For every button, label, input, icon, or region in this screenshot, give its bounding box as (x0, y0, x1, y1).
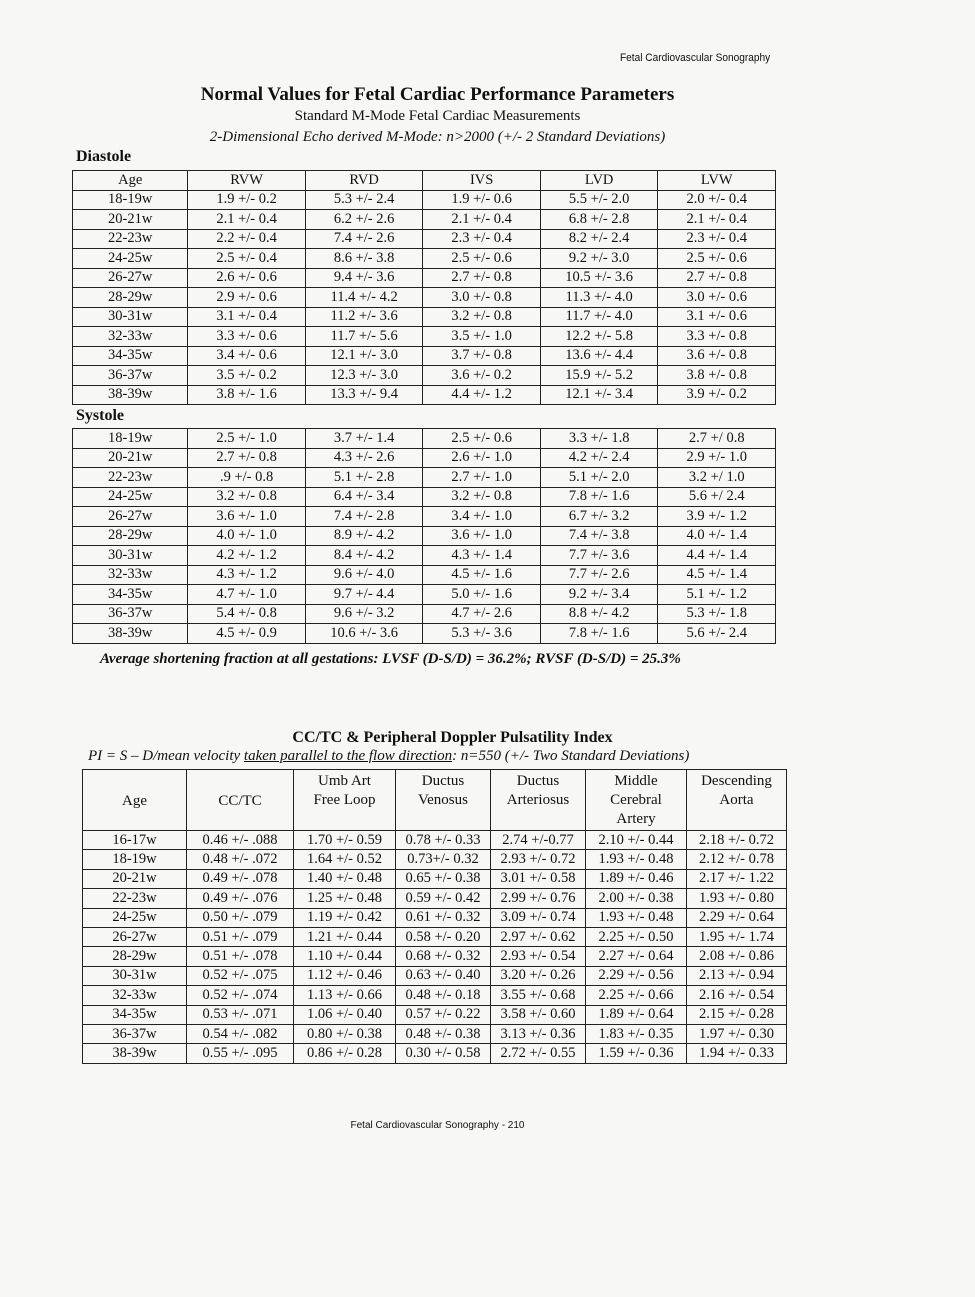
value-cell: 2.18 +/- 0.72 (687, 831, 787, 850)
value-cell: .9 +/- 0.8 (188, 468, 306, 488)
value-cell: 2.3 +/- 0.4 (423, 229, 540, 249)
value-cell: 0.65 +/- 0.38 (396, 869, 491, 888)
value-cell: 0.57 +/- 0.22 (396, 1005, 491, 1024)
doppler-title: CC/TC & Peripheral Doppler Pulsatility Index (292, 729, 613, 746)
table-row (83, 850, 787, 869)
value-cell: 1.94 +/- 0.33 (687, 1044, 787, 1063)
header-row (73, 171, 776, 191)
value-cell: 6.4 +/- 3.4 (305, 487, 423, 507)
value-cell: 2.13 +/- 0.94 (687, 966, 787, 985)
value-cell: 1.70 +/- 0.59 (294, 831, 396, 850)
table-row (73, 565, 776, 585)
value-cell: 11.2 +/- 3.6 (305, 307, 423, 327)
value-cell: 4.2 +/- 2.4 (540, 448, 658, 468)
value-cell: 13.6 +/- 4.4 (540, 346, 658, 366)
value-cell: 1.93 +/- 0.48 (586, 850, 687, 869)
table-row (73, 288, 776, 308)
value-cell: 3.8 +/- 1.6 (188, 385, 305, 405)
value-cell: 3.2 +/ 1.0 (658, 468, 776, 488)
table-row (73, 366, 776, 386)
value-cell: 3.7 +/- 1.4 (305, 429, 423, 449)
value-cell: 8.4 +/- 4.2 (305, 546, 423, 566)
value-cell: 3.0 +/- 0.8 (423, 288, 540, 308)
value-cell: 2.12 +/- 0.78 (687, 850, 787, 869)
value-cell: 13.3 +/- 9.4 (305, 385, 423, 405)
value-cell: 3.3 +/- 1.8 (540, 429, 658, 449)
value-cell: 5.4 +/- 0.8 (188, 604, 306, 624)
table-row (73, 487, 776, 507)
table-row (83, 1024, 787, 1043)
value-cell: 1.89 +/- 0.46 (586, 869, 687, 888)
value-cell: 11.7 +/- 4.0 (540, 307, 658, 327)
value-cell: 0.30 +/- 0.58 (396, 1044, 491, 1063)
age-cell: 30-31w (73, 307, 188, 327)
value-cell: 0.53 +/- .071 (187, 1005, 294, 1024)
table-row (73, 507, 776, 527)
doppler-table (82, 769, 787, 1064)
value-cell: 8.6 +/- 3.8 (305, 249, 423, 269)
age-cell: 20-21w (73, 210, 188, 230)
age-cell: 22-23w (83, 889, 187, 908)
table-row (73, 585, 776, 605)
value-cell: 4.5 +/- 1.4 (658, 565, 776, 585)
value-cell: 7.4 +/- 2.6 (305, 229, 423, 249)
value-cell: 1.06 +/- 0.40 (294, 1005, 396, 1024)
value-cell: 3.7 +/- 0.8 (423, 346, 540, 366)
value-cell: 3.3 +/- 0.8 (658, 327, 776, 347)
value-cell: 1.19 +/- 0.42 (294, 908, 396, 927)
systole-table (72, 428, 776, 644)
value-cell: 3.6 +/- 0.8 (658, 346, 776, 366)
value-cell: 9.6 +/- 3.2 (305, 604, 423, 624)
value-cell: 1.13 +/- 0.66 (294, 986, 396, 1005)
value-cell: 11.7 +/- 5.6 (305, 327, 423, 347)
age-cell: 32-33w (83, 986, 187, 1005)
value-cell: 5.1 +/- 2.0 (540, 468, 658, 488)
column-header: Age (83, 770, 187, 831)
value-cell: 1.59 +/- 0.36 (586, 1044, 687, 1063)
column-header: Ductus Arteriosus (491, 770, 586, 831)
value-cell: 3.2 +/- 0.8 (423, 487, 541, 507)
value-cell: 12.1 +/- 3.4 (540, 385, 658, 405)
value-cell: 2.9 +/- 0.6 (188, 288, 305, 308)
value-cell: 1.10 +/- 0.44 (294, 947, 396, 966)
value-cell: 2.93 +/- 0.72 (491, 850, 586, 869)
value-cell: 5.6 +/- 2.4 (658, 624, 776, 644)
table-row (73, 268, 776, 288)
value-cell: 3.2 +/- 0.8 (423, 307, 540, 327)
value-cell: 11.4 +/- 4.2 (305, 288, 423, 308)
value-cell: 10.5 +/- 3.6 (540, 268, 658, 288)
value-cell: 4.7 +/- 1.0 (188, 585, 306, 605)
age-cell: 32-33w (73, 565, 188, 585)
value-cell: 8.2 +/- 2.4 (540, 229, 658, 249)
column-header: RVD (305, 171, 423, 191)
value-cell: 2.7 +/- 0.8 (658, 268, 776, 288)
value-cell: 2.72 +/- 0.55 (491, 1044, 586, 1063)
table-row (83, 927, 787, 946)
age-cell: 22-23w (73, 229, 188, 249)
value-cell: 3.0 +/- 0.6 (658, 288, 776, 308)
value-cell: 3.4 +/- 0.6 (188, 346, 305, 366)
table-row (83, 831, 787, 850)
value-cell: 1.21 +/- 0.44 (294, 927, 396, 946)
value-cell: 2.15 +/- 0.28 (687, 1005, 787, 1024)
value-cell: 2.29 +/- 0.56 (586, 966, 687, 985)
value-cell: 3.4 +/- 1.0 (423, 507, 541, 527)
value-cell: 4.5 +/- 1.6 (423, 565, 541, 585)
value-cell: 0.59 +/- 0.42 (396, 889, 491, 908)
age-cell: 34-35w (83, 1005, 187, 1024)
value-cell: 3.01 +/- 0.58 (491, 869, 586, 888)
header-row (83, 770, 787, 831)
value-cell: 2.7 +/- 0.8 (423, 268, 540, 288)
value-cell: 3.5 +/- 1.0 (423, 327, 540, 347)
value-cell: 1.12 +/- 0.46 (294, 966, 396, 985)
value-cell: 2.9 +/- 1.0 (658, 448, 776, 468)
age-cell: 26-27w (83, 927, 187, 946)
value-cell: 9.7 +/- 4.4 (305, 585, 423, 605)
value-cell: 2.7 +/- 0.8 (188, 448, 306, 468)
value-cell: 8.8 +/- 4.2 (540, 604, 658, 624)
value-cell: 0.50 +/- .079 (187, 908, 294, 927)
value-cell: 1.89 +/- 0.64 (586, 1005, 687, 1024)
age-cell: 38-39w (83, 1044, 187, 1063)
value-cell: 2.10 +/- 0.44 (586, 831, 687, 850)
value-cell: 2.5 +/- 0.4 (188, 249, 305, 269)
value-cell: 1.83 +/- 0.35 (586, 1024, 687, 1043)
age-cell: 16-17w (83, 831, 187, 850)
age-cell: 20-21w (83, 869, 187, 888)
age-cell: 36-37w (83, 1024, 187, 1043)
diastole-table (72, 170, 776, 405)
column-header: Age (73, 171, 188, 191)
value-cell: 3.09 +/- 0.74 (491, 908, 586, 927)
value-cell: 3.6 +/- 1.0 (188, 507, 306, 527)
value-cell: 4.5 +/- 0.9 (188, 624, 306, 644)
value-cell: 2.25 +/- 0.50 (586, 927, 687, 946)
value-cell: 2.6 +/- 0.6 (188, 268, 305, 288)
value-cell: 4.3 +/- 1.4 (423, 546, 541, 566)
value-cell: 2.7 +/- 1.0 (423, 468, 541, 488)
value-cell: 3.55 +/- 0.68 (491, 986, 586, 1005)
value-cell: 0.48 +/- 0.38 (396, 1024, 491, 1043)
table-row (73, 546, 776, 566)
value-cell: 3.1 +/- 0.4 (188, 307, 305, 327)
value-cell: 5.0 +/- 1.6 (423, 585, 541, 605)
age-cell: 26-27w (73, 268, 188, 288)
page-footer: Fetal Cardiovascular Sonography - 210 (350, 1120, 525, 1131)
value-cell: 2.3 +/- 0.4 (658, 229, 776, 249)
value-cell: 5.3 +/- 2.4 (305, 190, 423, 210)
value-cell: 3.6 +/- 0.2 (423, 366, 540, 386)
value-cell: 2.25 +/- 0.66 (586, 986, 687, 1005)
value-cell: 0.58 +/- 0.20 (396, 927, 491, 946)
value-cell: 4.2 +/- 1.2 (188, 546, 306, 566)
value-cell: 1.64 +/- 0.52 (294, 850, 396, 869)
table-row (83, 1044, 787, 1063)
value-cell: 12.2 +/- 5.8 (540, 327, 658, 347)
value-cell: 3.9 +/- 1.2 (658, 507, 776, 527)
table-row (83, 869, 787, 888)
value-cell: 2.1 +/- 0.4 (658, 210, 776, 230)
value-cell: 2.7 +/ 0.8 (658, 429, 776, 449)
table-row (73, 526, 776, 546)
value-cell: 4.0 +/- 1.0 (188, 526, 306, 546)
value-cell: 0.52 +/- .074 (187, 986, 294, 1005)
value-cell: 0.46 +/- .088 (187, 831, 294, 850)
value-cell: 3.20 +/- 0.26 (491, 966, 586, 985)
column-header: Descending Aorta (687, 770, 787, 831)
value-cell: 15.9 +/- 5.2 (540, 366, 658, 386)
value-cell: 7.7 +/- 2.6 (540, 565, 658, 585)
value-cell: 9.6 +/- 4.0 (305, 565, 423, 585)
age-cell: 32-33w (73, 327, 188, 347)
value-cell: 2.5 +/- 0.6 (423, 249, 540, 269)
age-cell: 24-25w (73, 249, 188, 269)
age-cell: 24-25w (73, 487, 188, 507)
value-cell: 3.1 +/- 0.6 (658, 307, 776, 327)
value-cell: 2.1 +/- 0.4 (188, 210, 305, 230)
value-cell: 1.25 +/- 0.48 (294, 889, 396, 908)
value-cell: 0.49 +/- .078 (187, 869, 294, 888)
column-header: Umb Art Free Loop (294, 770, 396, 831)
value-cell: 0.51 +/- .079 (187, 927, 294, 946)
value-cell: 1.93 +/- 0.48 (586, 908, 687, 927)
value-cell: 1.40 +/- 0.48 (294, 869, 396, 888)
age-cell: 26-27w (73, 507, 188, 527)
value-cell: 12.3 +/- 3.0 (305, 366, 423, 386)
table-row (83, 986, 787, 1005)
value-cell: 6.8 +/- 2.8 (540, 210, 658, 230)
value-cell: 5.1 +/- 1.2 (658, 585, 776, 605)
age-cell: 30-31w (73, 546, 188, 566)
value-cell: 2.93 +/- 0.54 (491, 947, 586, 966)
age-cell: 36-37w (73, 604, 188, 624)
page-title: Normal Values for Fetal Cardiac Performance Parameters (200, 84, 675, 105)
age-cell: 28-29w (73, 288, 188, 308)
value-cell: 4.4 +/- 1.2 (423, 385, 540, 405)
value-cell: 7.8 +/- 1.6 (540, 487, 658, 507)
page-subtitle-method: 2-Dimensional Echo derived M-Mode: n>2000 (+/- 2 Standard Deviations) (209, 129, 666, 145)
value-cell: 12.1 +/- 3.0 (305, 346, 423, 366)
value-cell: 2.6 +/- 1.0 (423, 448, 541, 468)
age-cell: 38-39w (73, 624, 188, 644)
value-cell: 5.6 +/ 2.4 (658, 487, 776, 507)
value-cell: 2.1 +/- 0.4 (423, 210, 540, 230)
value-cell: 2.0 +/- 0.4 (658, 190, 776, 210)
diastole-label: Diastole (76, 148, 132, 165)
table-row (73, 229, 776, 249)
value-cell: 3.2 +/- 0.8 (188, 487, 306, 507)
value-cell: 0.52 +/- .075 (187, 966, 294, 985)
value-cell: 2.97 +/- 0.62 (491, 927, 586, 946)
value-cell: 0.61 +/- 0.32 (396, 908, 491, 927)
value-cell: 3.3 +/- 0.6 (188, 327, 305, 347)
table-row (73, 190, 776, 210)
table-row (73, 624, 776, 644)
value-cell: 0.48 +/- .072 (187, 850, 294, 869)
value-cell: 5.3 +/- 1.8 (658, 604, 776, 624)
systole-label: Systole (76, 407, 124, 424)
value-cell: 7.8 +/- 1.6 (540, 624, 658, 644)
value-cell: 1.95 +/- 1.74 (687, 927, 787, 946)
age-cell: 18-19w (73, 429, 188, 449)
age-cell: 28-29w (83, 947, 187, 966)
value-cell: 0.51 +/- .078 (187, 947, 294, 966)
value-cell: 5.5 +/- 2.0 (540, 190, 658, 210)
value-cell: 7.4 +/- 2.8 (305, 507, 423, 527)
age-cell: 38-39w (73, 385, 188, 405)
table-row (83, 947, 787, 966)
value-cell: 2.08 +/- 0.86 (687, 947, 787, 966)
value-cell: 3.13 +/- 0.36 (491, 1024, 586, 1043)
value-cell: 5.3 +/- 3.6 (423, 624, 541, 644)
value-cell: 0.68 +/- 0.32 (396, 947, 491, 966)
value-cell: 2.17 +/- 1.22 (687, 869, 787, 888)
table-row (73, 346, 776, 366)
value-cell: 0.63 +/- 0.40 (396, 966, 491, 985)
value-cell: 9.4 +/- 3.6 (305, 268, 423, 288)
value-cell: 7.7 +/- 3.6 (540, 546, 658, 566)
value-cell: 3.9 +/- 0.2 (658, 385, 776, 405)
value-cell: 0.80 +/- 0.38 (294, 1024, 396, 1043)
table-row (73, 604, 776, 624)
value-cell: 1.97 +/- 0.30 (687, 1024, 787, 1043)
value-cell: 0.54 +/- .082 (187, 1024, 294, 1043)
value-cell: 2.29 +/- 0.64 (687, 908, 787, 927)
value-cell: 9.2 +/- 3.0 (540, 249, 658, 269)
value-cell: 0.55 +/- .095 (187, 1044, 294, 1063)
running-head: Fetal Cardiovascular Sonography (620, 52, 771, 64)
age-cell: 34-35w (73, 585, 188, 605)
table-row (73, 448, 776, 468)
value-cell: 3.6 +/- 1.0 (423, 526, 541, 546)
value-cell: 2.5 +/- 0.6 (658, 249, 776, 269)
age-cell: 18-19w (83, 850, 187, 869)
age-cell: 30-31w (83, 966, 187, 985)
value-cell: 6.2 +/- 2.6 (305, 210, 423, 230)
value-cell: 0.78 +/- 0.33 (396, 831, 491, 850)
value-cell: 3.58 +/- 0.60 (491, 1005, 586, 1024)
age-cell: 34-35w (73, 346, 188, 366)
value-cell: 4.3 +/- 2.6 (305, 448, 423, 468)
table-row (73, 429, 776, 449)
age-cell: 36-37w (73, 366, 188, 386)
column-header: Ductus Venosus (396, 770, 491, 831)
age-cell: 22-23w (73, 468, 188, 488)
table-row (83, 1005, 787, 1024)
value-cell: 1.9 +/- 0.6 (423, 190, 540, 210)
value-cell: 8.9 +/- 4.2 (305, 526, 423, 546)
page-subtitle: Standard M-Mode Fetal Cardiac Measurements (294, 108, 581, 124)
column-header: LVW (658, 171, 776, 191)
table-row (83, 889, 787, 908)
doppler-subtitle: PI = S – D/mean velocity taken parallel to the flow direction: n=550 (+/- Two Standard Deviations) (88, 748, 690, 764)
value-cell: 10.6 +/- 3.6 (305, 624, 423, 644)
value-cell: 4.3 +/- 1.2 (188, 565, 306, 585)
table-row (73, 249, 776, 269)
value-cell: 6.7 +/- 3.2 (540, 507, 658, 527)
table-row (73, 468, 776, 488)
value-cell: 4.0 +/- 1.4 (658, 526, 776, 546)
value-cell: 2.74 +/-0.77 (491, 831, 586, 850)
value-cell: 2.5 +/- 1.0 (188, 429, 306, 449)
value-cell: 3.8 +/- 0.8 (658, 366, 776, 386)
age-cell: 20-21w (73, 448, 188, 468)
table-row (73, 385, 776, 405)
value-cell: 5.1 +/- 2.8 (305, 468, 423, 488)
table-row (73, 210, 776, 230)
value-cell: 0.48 +/- 0.18 (396, 986, 491, 1005)
value-cell: 3.5 +/- 0.2 (188, 366, 305, 386)
value-cell: 0.49 +/- .076 (187, 889, 294, 908)
value-cell: 2.27 +/- 0.64 (586, 947, 687, 966)
value-cell: 0.86 +/- 0.28 (294, 1044, 396, 1063)
value-cell: 2.16 +/- 0.54 (687, 986, 787, 1005)
column-header: RVW (188, 171, 305, 191)
value-cell: 7.4 +/- 3.8 (540, 526, 658, 546)
value-cell: 1.9 +/- 0.2 (188, 190, 305, 210)
shortening-fraction-note: Average shortening fraction at all gestations: LVSF (D-S/D) = 36.2%; RVSF (D-S/D) = 25.3% (100, 651, 681, 667)
table-row (83, 908, 787, 927)
column-header: Middle Cerebral Artery (586, 770, 687, 831)
value-cell: 2.00 +/- 0.38 (586, 889, 687, 908)
column-header: IVS (423, 171, 540, 191)
value-cell: 9.2 +/- 3.4 (540, 585, 658, 605)
age-cell: 28-29w (73, 526, 188, 546)
table-row (73, 307, 776, 327)
column-header: LVD (540, 171, 658, 191)
table-row (83, 966, 787, 985)
age-cell: 24-25w (83, 908, 187, 927)
value-cell: 0.73+/- 0.32 (396, 850, 491, 869)
value-cell: 2.99 +/- 0.76 (491, 889, 586, 908)
table-row (73, 327, 776, 347)
value-cell: 11.3 +/- 4.0 (540, 288, 658, 308)
age-cell: 18-19w (73, 190, 188, 210)
value-cell: 4.4 +/- 1.4 (658, 546, 776, 566)
value-cell: 2.5 +/- 0.6 (423, 429, 541, 449)
value-cell: 2.2 +/- 0.4 (188, 229, 305, 249)
value-cell: 4.7 +/- 2.6 (423, 604, 541, 624)
column-header: CC/TC (187, 770, 294, 831)
value-cell: 1.93 +/- 0.80 (687, 889, 787, 908)
